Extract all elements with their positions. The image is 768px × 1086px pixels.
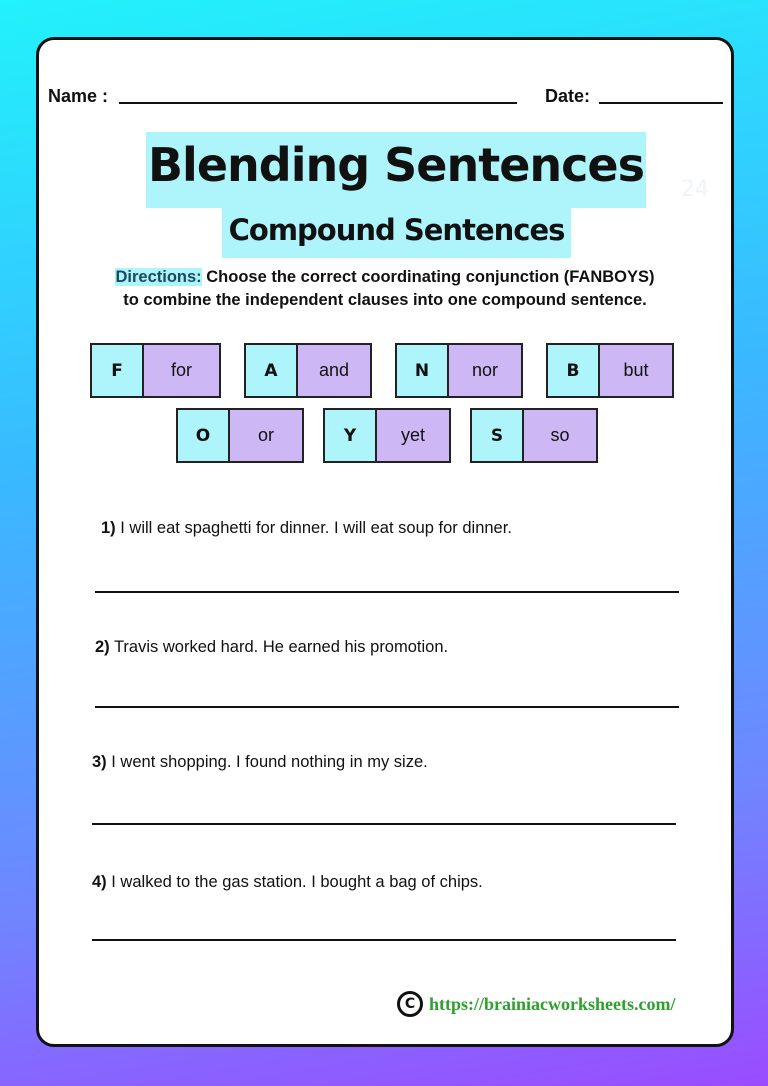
question-number: 3) bbox=[92, 753, 107, 771]
card-letter: N bbox=[397, 345, 449, 396]
question-text: I walked to the gas station. I bought a bag of chips. bbox=[111, 873, 483, 891]
fanboys-card-so bbox=[470, 408, 598, 463]
card-word: or bbox=[230, 410, 302, 461]
card-word: so bbox=[524, 410, 596, 461]
card-letter: Y bbox=[325, 410, 377, 461]
fanboys-card-but bbox=[546, 343, 674, 398]
question-3 bbox=[92, 753, 428, 772]
page-subtitle: Compound Sentences bbox=[228, 213, 565, 247]
question-number: 1) bbox=[101, 519, 116, 537]
question-1 bbox=[101, 519, 512, 538]
answer-line-1[interactable] bbox=[95, 591, 679, 593]
answer-line-4[interactable] bbox=[92, 939, 676, 941]
question-text: I will eat spaghetti for dinner. I will eat soup for dinner. bbox=[120, 519, 512, 537]
card-letter: S bbox=[472, 410, 524, 461]
card-word: but bbox=[600, 345, 672, 396]
card-letter: B bbox=[548, 345, 600, 396]
question-4 bbox=[92, 873, 483, 892]
question-2 bbox=[95, 638, 448, 657]
footer bbox=[397, 991, 676, 1017]
question-number: 2) bbox=[95, 638, 110, 656]
card-letter: F bbox=[92, 345, 144, 396]
fanboys-card-for bbox=[90, 343, 221, 398]
card-letter: O bbox=[178, 410, 230, 461]
directions-line2: to combine the independent clauses into one compound sentence. bbox=[123, 291, 647, 309]
question-text: I went shopping. I found nothing in my size. bbox=[111, 753, 428, 771]
card-word: yet bbox=[377, 410, 449, 461]
watermark: 24 bbox=[681, 177, 709, 202]
date-field[interactable] bbox=[599, 102, 723, 104]
answer-line-2[interactable] bbox=[95, 706, 679, 708]
card-word: for bbox=[144, 345, 219, 396]
copyright-icon: C bbox=[397, 991, 423, 1017]
fanboys-card-yet bbox=[323, 408, 451, 463]
card-word: nor bbox=[449, 345, 521, 396]
fanboys-card-nor bbox=[395, 343, 523, 398]
directions-line1: Choose the correct coordinating conjunction (FANBOYS) bbox=[206, 268, 655, 286]
question-text: Travis worked hard. He earned his promotion. bbox=[113, 638, 449, 656]
card-word: and bbox=[298, 345, 370, 396]
fanboys-card-and bbox=[244, 343, 372, 398]
website-link[interactable]: https://brainiacworksheets.com/ bbox=[429, 993, 676, 1014]
worksheet bbox=[36, 37, 734, 1047]
question-number: 4) bbox=[92, 873, 107, 891]
directions bbox=[39, 266, 731, 312]
page-title: Blending Sentences bbox=[147, 138, 645, 192]
name-label: Name : bbox=[48, 86, 109, 106]
answer-line-3[interactable] bbox=[92, 823, 676, 825]
fanboys-card-or bbox=[176, 408, 304, 463]
date-label: Date: bbox=[545, 86, 591, 106]
card-letter: A bbox=[246, 345, 298, 396]
name-field[interactable] bbox=[119, 102, 517, 104]
directions-label: Directions: bbox=[115, 268, 202, 286]
